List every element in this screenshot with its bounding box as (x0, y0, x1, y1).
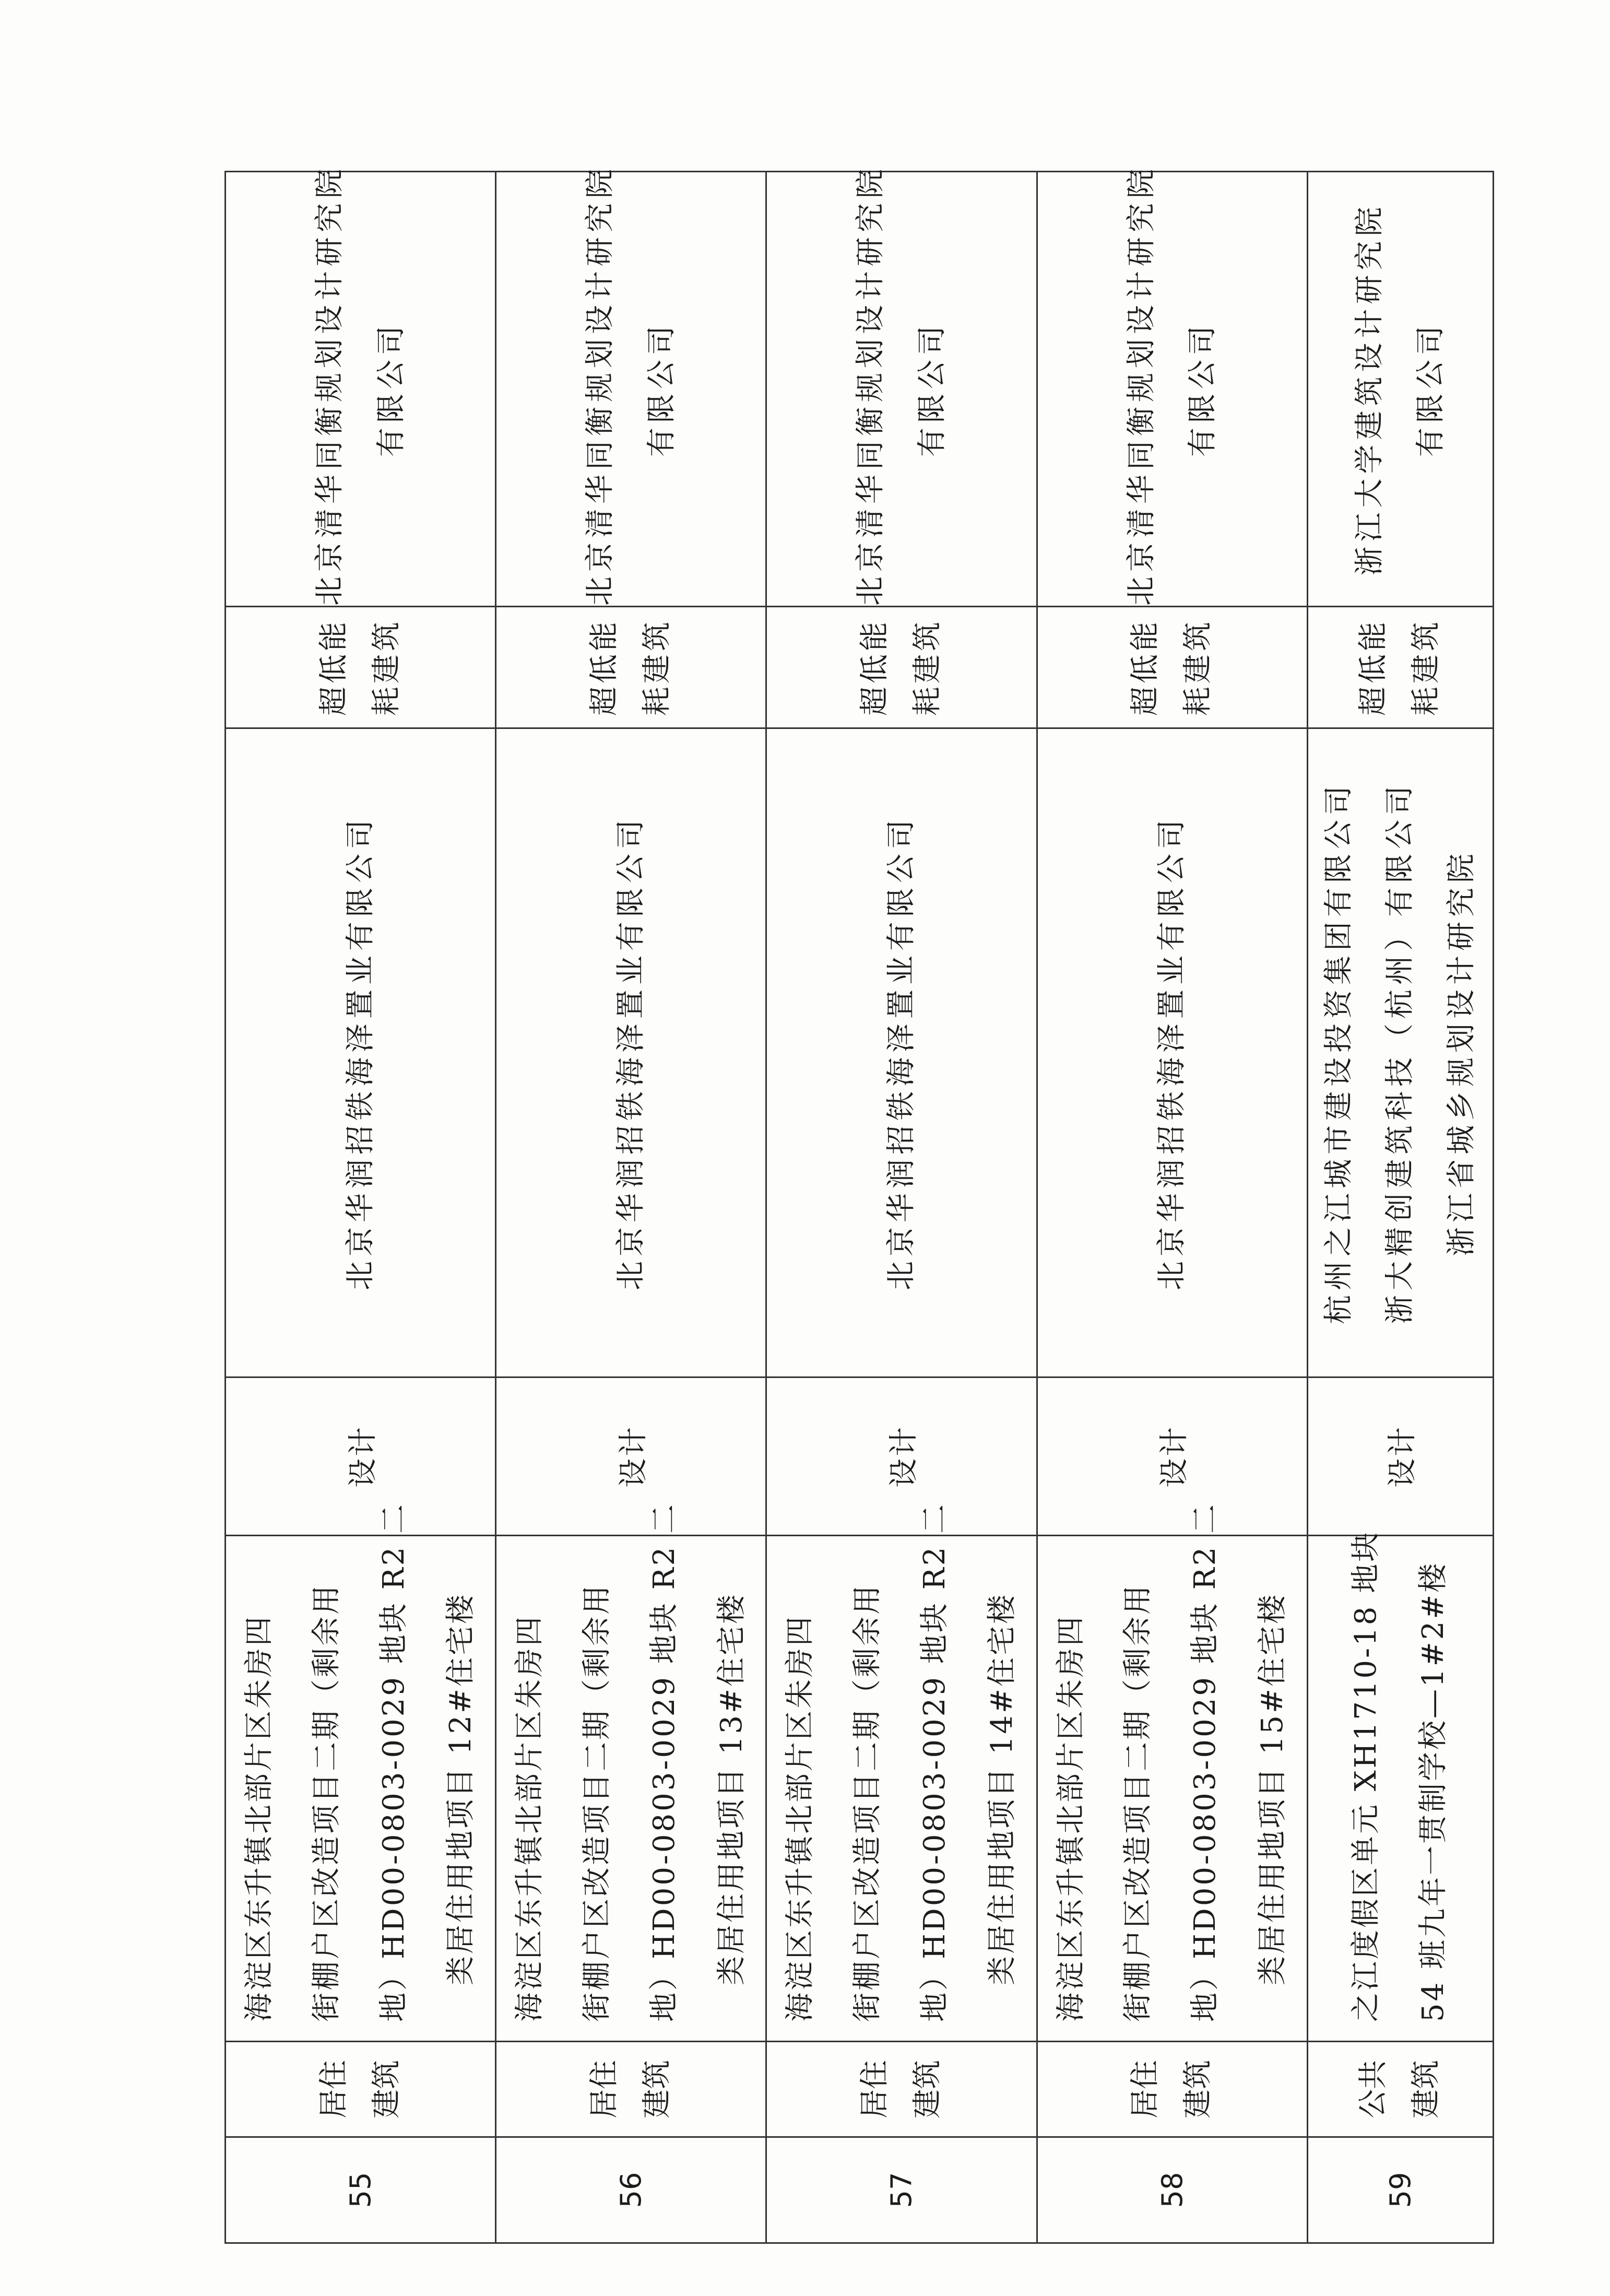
cell-category-line: 居住 (587, 2060, 621, 2118)
cell-category (226, 2042, 496, 2137)
cell-design-institute (1307, 172, 1493, 607)
cell-design-institute-line: 北京清华同衡规划设计研究院 (1124, 164, 1158, 606)
cell-project-name-line: 海淀区东升镇北部片区朱房四 (242, 1615, 276, 2022)
cell-developer (496, 728, 766, 1377)
cell-developer (226, 728, 496, 1377)
cell-design-institute-line: 有限公司 (644, 321, 679, 457)
cell-developer-line: 北京华润招铁海泽置业有限公司 (343, 815, 377, 1290)
cell-number: 55 (226, 2137, 496, 2243)
cell-project-name-line: 54 班九年一贯制学校—1#2#楼 (1416, 1561, 1451, 2022)
cell-building-tag-line: 耗建筑 (910, 619, 944, 716)
cell-type: 设计 (226, 1377, 496, 1536)
cell-project-name-line: 类居住用地项目 14#住宅楼 (985, 1593, 1019, 1985)
cell-project-name-line: 地）HD00-0803-0029 地块 R2 二 (1188, 1502, 1223, 2022)
cell-design-institute-line: 浙江大学建筑设计研究院 (1352, 202, 1387, 576)
cell-developer (766, 728, 1037, 1377)
cell-design-institute (766, 164, 1037, 607)
cell-building-tag-line: 耗建筑 (1181, 619, 1215, 716)
cell-design-institute-line: 有限公司 (1414, 321, 1448, 457)
cell-category-line: 建筑 (910, 2060, 944, 2118)
cell-building-tag (766, 607, 1037, 728)
cell-developer-line: 杭州之江城市建设投资集团有限公司 (1321, 781, 1356, 1324)
cell-developer-line: 北京华润招铁海泽置业有限公司 (884, 815, 919, 1290)
cell-design-institute-line: 北京清华同衡规划设计研究院 (854, 164, 888, 606)
cell-type: 设计 (766, 1377, 1037, 1536)
cell-design-institute-line: 有限公司 (374, 321, 408, 457)
cell-category-line: 公共 (1356, 2060, 1391, 2118)
cell-category-line: 建筑 (640, 2060, 674, 2118)
cell-type: 设计 (1037, 1377, 1307, 1536)
cell-building-tag-line: 超低能 (316, 619, 351, 716)
cell-building-tag (226, 607, 496, 728)
cell-developer-line: 北京华润招铁海泽置业有限公司 (1155, 815, 1189, 1290)
cell-building-tag-line: 耗建筑 (640, 619, 674, 716)
cell-number: 59 (1307, 2137, 1493, 2243)
table-row (1307, 172, 1493, 2243)
cell-project-name-line: 海淀区东升镇北部片区朱房四 (513, 1615, 547, 2022)
project-table (224, 164, 1494, 2244)
cell-type: 设计 (1307, 1377, 1493, 1536)
cell-project-name-line: 海淀区东升镇北部片区朱房四 (783, 1615, 818, 2022)
cell-project-name-line: 街棚户区改造项目二期（剩余用 (850, 1583, 885, 2022)
cell-developer (1307, 728, 1493, 1377)
cell-project-name-line: 类居住用地项目 12#住宅楼 (444, 1593, 478, 1985)
cell-building-tag-line: 超低能 (1128, 619, 1163, 716)
cell-developer (1037, 728, 1307, 1377)
cell-design-institute-line: 有限公司 (915, 321, 949, 457)
cell-building-tag-line: 超低能 (1356, 619, 1391, 716)
cell-building-tag-line: 耗建筑 (369, 619, 404, 716)
table-row (766, 172, 1037, 2243)
cell-design-institute-line: 有限公司 (1186, 321, 1220, 457)
table-row (496, 172, 766, 2243)
cell-project-name-line: 类居住用地项目 15#住宅楼 (1255, 1593, 1289, 1985)
cell-building-tag (496, 607, 766, 728)
cell-design-institute (226, 164, 496, 607)
cell-building-tag-line: 超低能 (858, 619, 892, 716)
cell-building-tag-line: 耗建筑 (1409, 619, 1443, 716)
cell-project-name (1037, 1502, 1307, 2042)
cell-project-name-line: 地）HD00-0803-0029 地块 R2 二 (647, 1502, 681, 2022)
cell-category-line: 居住 (858, 2060, 892, 2118)
cell-building-tag (1307, 607, 1493, 728)
cell-building-tag (1037, 607, 1307, 728)
cell-project-name-line: 地）HD00-0803-0029 地块 R2 二 (376, 1502, 411, 2022)
cell-project-name-line: 类居住用地项目 13#住宅楼 (714, 1593, 749, 1985)
cell-number: 56 (496, 2137, 766, 2243)
cell-project-name-line: 街棚户区改造项目二期（剩余用 (579, 1583, 614, 2022)
cell-design-institute-line: 北京清华同衡规划设计研究院 (583, 164, 618, 606)
cell-project-name-line: 地）HD00-0803-0029 地块 R2 二 (917, 1502, 952, 2022)
table-row (226, 172, 496, 2243)
cell-project-name (1307, 1530, 1493, 2042)
cell-category (496, 2042, 766, 2137)
cell-design-institute (496, 164, 766, 607)
cell-project-name (496, 1502, 766, 2042)
cell-design-institute-line: 北京清华同衡规划设计研究院 (313, 164, 347, 606)
table-row (1037, 172, 1307, 2243)
cell-developer-line: 浙大精创建筑科技（杭州）有限公司 (1383, 781, 1417, 1324)
cell-number: 57 (766, 2137, 1037, 2243)
cell-number: 58 (1037, 2137, 1307, 2243)
cell-category-line: 建筑 (369, 2060, 404, 2118)
cell-project-name-line: 街棚户区改造项目二期（剩余用 (1121, 1583, 1155, 2022)
cell-category-line: 建筑 (1181, 2060, 1215, 2118)
cell-project-name-line: 海淀区东升镇北部片区朱房四 (1053, 1615, 1088, 2022)
cell-project-name (766, 1502, 1037, 2042)
cell-design-institute (1037, 164, 1307, 607)
cell-building-tag-line: 超低能 (587, 619, 621, 716)
cell-developer-line: 浙江省城乡规划设计研究院 (1444, 849, 1478, 1256)
cell-type: 设计 (496, 1377, 766, 1536)
cell-category-line: 建筑 (1409, 2060, 1443, 2118)
cell-category (1307, 2042, 1493, 2137)
cell-project-name-line: 之江度假区单元 XH1710-18 地块 (1349, 1530, 1383, 2022)
cell-developer-line: 北京华润招铁海泽置业有限公司 (613, 815, 648, 1290)
cell-category-line: 居住 (316, 2060, 351, 2118)
cell-project-name-line: 街棚户区改造项目二期（剩余用 (309, 1583, 344, 2022)
cell-project-name (226, 1502, 496, 2042)
cell-category (766, 2042, 1037, 2137)
cell-category-line: 居住 (1128, 2060, 1163, 2118)
cell-category (1037, 2042, 1307, 2137)
